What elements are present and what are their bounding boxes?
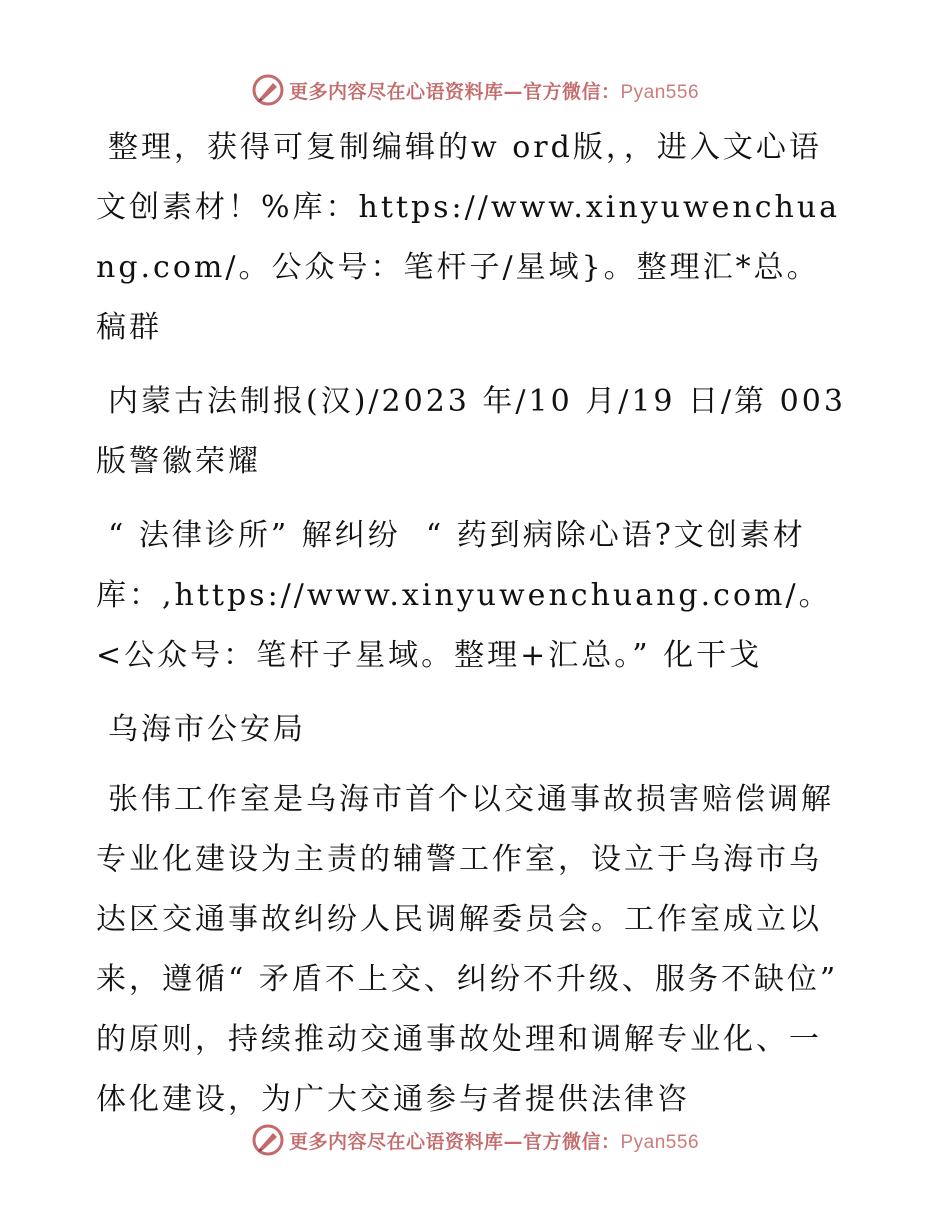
footer-brand-bar bbox=[0, 1120, 950, 1160]
header-wechat-id: Pyan556 bbox=[620, 81, 700, 103]
footer-wechat-id: Pyan556 bbox=[620, 1131, 700, 1153]
pen-nib-logo-icon bbox=[251, 1123, 285, 1157]
header-brand-bar bbox=[0, 70, 950, 110]
paragraph-headline: “ 法律诊所” 解纠纷 “ 药到病除心语?文创素材库：,https://www.xinyuwenchuang.com/。<公众号：笔杆子星域。整理+汇总。” 化干戈 bbox=[96, 518, 832, 673]
paragraph-intro: 整理，获得可复制编辑的w ord版，，进入文心语文创素材！%库：https://www.xinyuwenchuang.com/。公众号：笔杆子/星域}。整理汇*总。稿群 bbox=[96, 130, 841, 345]
footer-brand-text: 更多内容尽在心语资料库—官方微信：Pyan556 bbox=[288, 1130, 700, 1153]
paragraph-body: 张伟工作室是乌海市首个以交通事故损害赔偿调解专业化建设为主责的辅警工作室，设立于乌海市乌达区交通事故纠纷人民调解委员会。工作室成立以来，遵循“ 矛盾不上交、纠纷不升级、服务不缺位” 的原则，持续推动交通事故处理和调解专业化、一体化建设，为广大交通参与者提供法律咨 bbox=[96, 782, 851, 1117]
paragraph-source-line: 内蒙古法制报(汉)/2023 年/10 月/19 日/第 003版警徽荣耀 bbox=[96, 384, 846, 479]
pen-nib-logo-icon bbox=[251, 73, 285, 107]
header-brand-text: 更多内容尽在心语资料库—官方微信：Pyan556 bbox=[288, 80, 700, 103]
document-body bbox=[96, 118, 850, 1144]
paragraph-author: 乌海市公安局 bbox=[108, 712, 306, 747]
